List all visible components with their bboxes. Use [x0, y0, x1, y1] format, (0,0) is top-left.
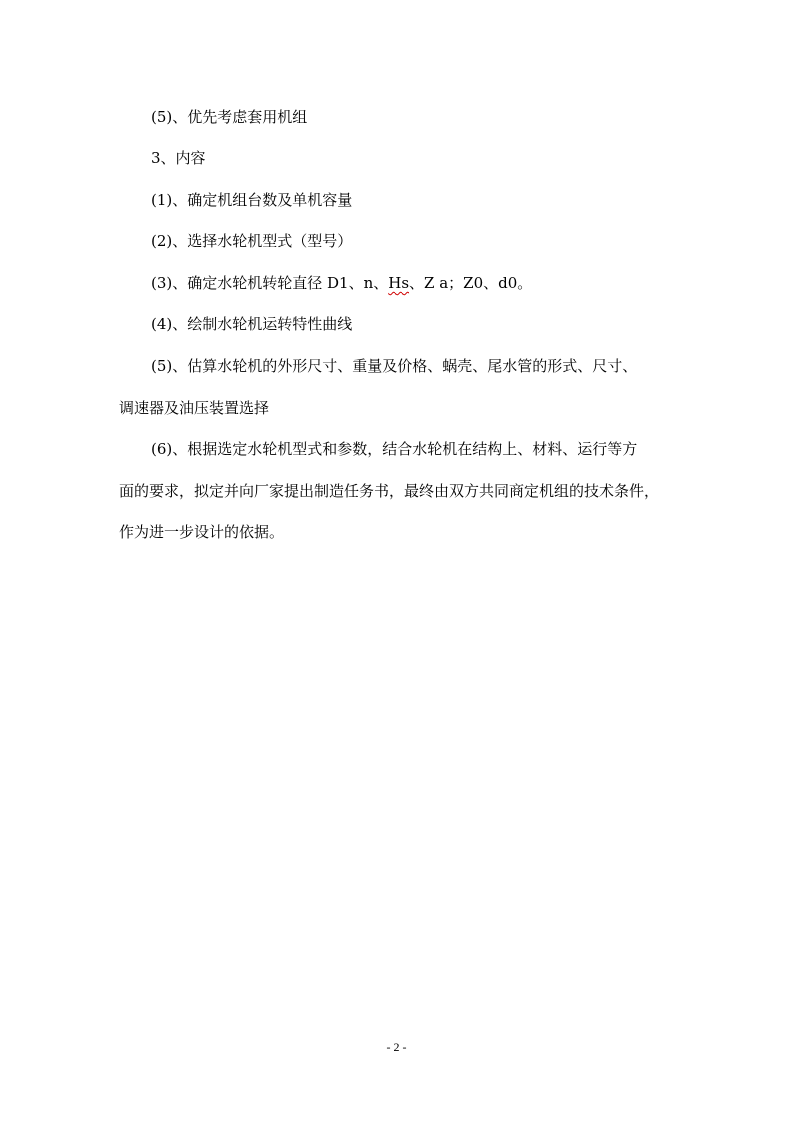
paragraph-3-runner-diameter — [119, 263, 679, 305]
paragraph-line: (4)、绘制水轮机运转特性曲线 — [151, 315, 353, 333]
paragraph-line: 作为进一步设计的依据。 — [119, 523, 285, 541]
page-number: - 2 - — [386, 1040, 407, 1054]
spellcheck-underlined-text: Hs — [388, 274, 410, 292]
paragraph-2-turbine-type — [119, 221, 679, 263]
paragraph-1-unit-count — [119, 180, 679, 222]
paragraph-line: 面的要求，拟定并向厂家提出制造任务书，最终由双方共同商定机组的技术条件， — [119, 481, 660, 500]
section-heading-content — [119, 138, 679, 180]
paragraph-line: 3、内容 — [151, 149, 206, 167]
paragraph-line — [119, 263, 679, 305]
paragraph-prefix: (3)、确定水轮机转轮直径 D1、n、 — [151, 274, 389, 292]
paragraph-line: (1)、确定机组台数及单机容量 — [151, 191, 353, 209]
paragraph-suffix: 、Z a；Z0、d0。 — [409, 274, 533, 292]
paragraph-line: 调速器及油压装置选择 — [119, 398, 270, 417]
paragraph-line: (6)、根据选定水轮机型式和参数，结合水轮机在结构上、材料、运行等方 — [151, 440, 638, 458]
paragraph-line: (5)、估算水轮机的外形尺寸、重量及价格、蜗壳、尾水管的形式、尺寸、 — [151, 357, 638, 375]
paragraph-6-manufacturing-task — [119, 429, 679, 554]
paragraph-4-characteristic-curve — [119, 304, 679, 346]
paragraph-line: (5)、优先考虑套用机组 — [151, 108, 308, 126]
paragraph-5-preferred-unit — [119, 97, 679, 139]
paragraph-5-dimensions — [119, 346, 679, 429]
paragraph-line: (2)、选择水轮机型式（型号） — [151, 232, 353, 250]
